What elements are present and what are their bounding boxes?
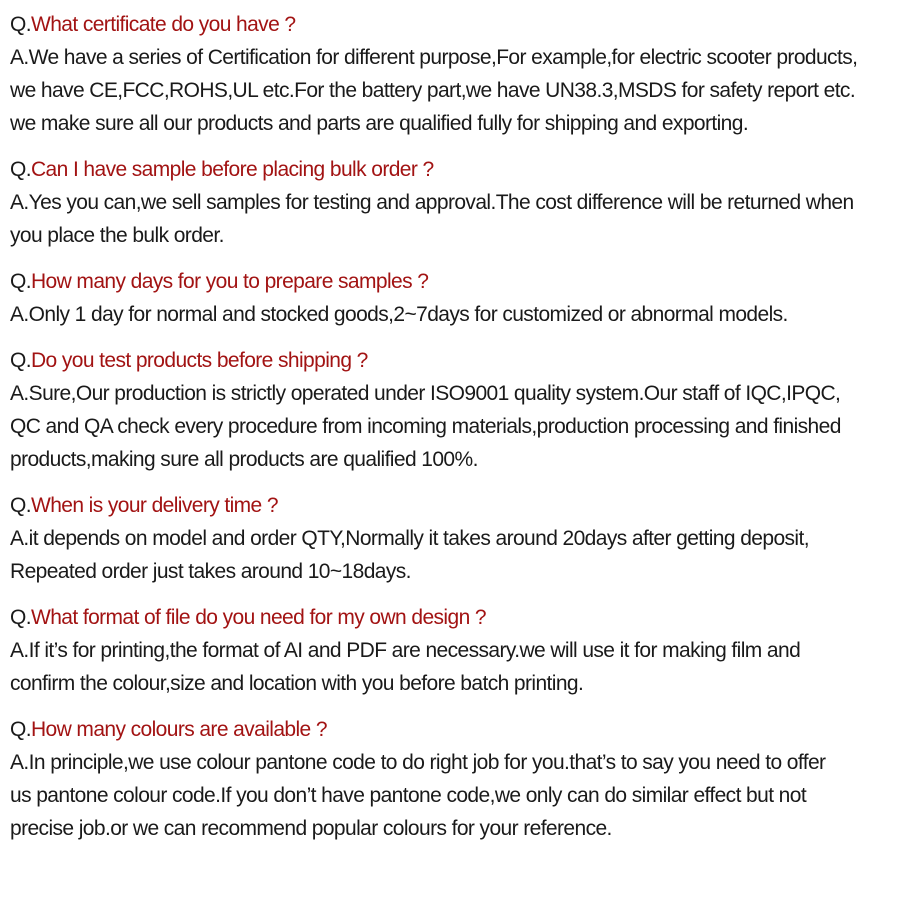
faq-item-testing <box>10 344 895 476</box>
answer-prefix: A. <box>10 751 29 774</box>
answer-line: us pantone colour code.If you don’t have pantone code,we only can do similar effect but not <box>10 784 807 807</box>
answer-line: precise job.or we can recommend popular colours for your reference. <box>10 817 612 840</box>
answer <box>10 377 895 476</box>
faq-list <box>10 8 895 845</box>
question-prefix: Q. <box>10 494 31 517</box>
answer-line <box>10 41 895 74</box>
answer <box>10 522 895 588</box>
answer-line: confirm the colour,size and location with you before batch printing. <box>10 672 584 695</box>
question-text: What format of file do you need for my own design ? <box>30 606 486 629</box>
question-text: Do you test products before shipping ? <box>30 349 368 372</box>
question-prefix: Q. <box>10 718 31 741</box>
answer <box>10 746 895 845</box>
answer-line: QC and QA check every procedure from incoming materials,production processing and finished <box>10 415 841 438</box>
answer-prefix: A. <box>10 46 29 69</box>
question <box>10 153 895 186</box>
answer-text: Sure,Our production is strictly operated under ISO9001 quality system.Our staff of IQC,IPQC, <box>28 382 841 405</box>
question-prefix: Q. <box>10 349 31 372</box>
answer <box>10 41 895 140</box>
answer-line: we have CE,FCC,ROHS,UL etc.For the battery part,we have UN38.3,MSDS for safety report etc. <box>10 79 856 102</box>
answer-line: Repeated order just takes around 10~18days. <box>10 560 411 583</box>
answer <box>10 634 895 700</box>
question-text: What certificate do you have ? <box>30 13 296 36</box>
faq-item-samples <box>10 153 895 252</box>
faq-item-certificates <box>10 8 895 140</box>
question <box>10 713 895 746</box>
answer-line <box>10 298 895 331</box>
answer-line: you place the bulk order. <box>10 224 224 247</box>
answer-line: we make sure all our products and parts are qualified fully for shipping and exporting. <box>10 112 749 135</box>
answer-prefix: A. <box>10 191 29 214</box>
answer-line <box>10 186 895 219</box>
answer-line <box>10 522 895 555</box>
answer-prefix: A. <box>10 639 29 662</box>
question <box>10 344 895 377</box>
question-text: How many colours are available ? <box>30 718 327 741</box>
faq-item-file-format <box>10 601 895 700</box>
answer-line <box>10 746 895 779</box>
answer-line: products,making sure all products are qualified 100%. <box>10 448 478 471</box>
question <box>10 8 895 41</box>
answer-prefix: A. <box>10 303 29 326</box>
answer-text: Only 1 day for normal and stocked goods,2~7days for customized or abnormal models. <box>28 303 788 326</box>
question-prefix: Q. <box>10 606 31 629</box>
question <box>10 265 895 298</box>
answer-text: Yes you can,we sell samples for testing and approval.The cost difference will be returned when <box>28 191 854 214</box>
question <box>10 601 895 634</box>
answer-text: In principle,we use colour pantone code to do right job for you.that’s to say you need to offer <box>28 751 826 774</box>
question-text: How many days for you to prepare samples ? <box>30 270 429 293</box>
question-prefix: Q. <box>10 13 31 36</box>
question-text: When is your delivery time ? <box>30 494 278 517</box>
answer-text: it depends on model and order QTY,Normally it takes around 20days after getting deposit, <box>28 527 809 550</box>
question-prefix: Q. <box>10 158 31 181</box>
question-prefix: Q. <box>10 270 31 293</box>
answer-line <box>10 377 895 410</box>
answer <box>10 186 895 252</box>
question-text: Can I have sample before placing bulk order ? <box>30 158 434 181</box>
answer-prefix: A. <box>10 382 29 405</box>
question <box>10 489 895 522</box>
answer <box>10 298 895 331</box>
answer-line <box>10 634 895 667</box>
answer-prefix: A. <box>10 527 29 550</box>
faq-item-colours <box>10 713 895 845</box>
faq-item-sample-days <box>10 265 895 331</box>
faq-item-delivery <box>10 489 895 588</box>
answer-text: We have a series of Certification for different purpose,For example,for electric scooter products, <box>28 46 858 69</box>
answer-text: If it’s for printing,the format of AI and PDF are necessary.we will use it for making film and <box>28 639 801 662</box>
